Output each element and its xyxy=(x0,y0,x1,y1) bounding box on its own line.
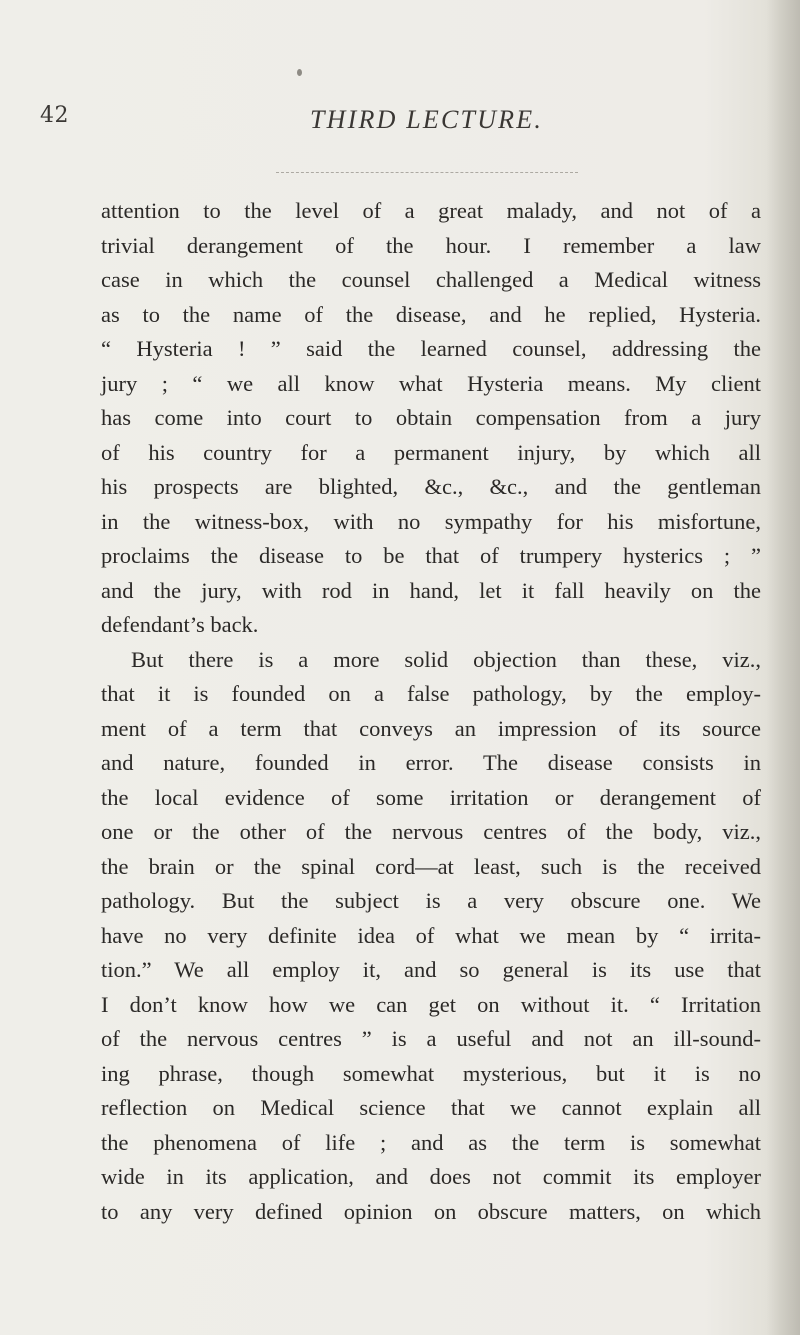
text-line: reflection on Medical science that we cannot explain all xyxy=(101,1095,761,1120)
running-head-title: THIRD LECTURE. xyxy=(310,105,544,134)
ink-speck xyxy=(297,69,302,76)
text-line: has come into court to obtain compensation from a jury xyxy=(101,405,761,430)
text-line: the brain or the spinal cord—at least, such is the received xyxy=(101,853,761,879)
text-line: and the jury, with rod in hand, let it fall heavily on the xyxy=(101,577,761,603)
page-edge-shadow xyxy=(766,0,800,1335)
text-line: the phenomena of life ; and as the term is somewhat xyxy=(101,1129,761,1155)
text-line: to any very defined opinion on obscure matters, on which xyxy=(101,1198,761,1224)
text-line: “ Hysteria ! ” said the learned counsel, addressing the xyxy=(101,336,761,361)
header-rule xyxy=(276,172,578,173)
text-line: attention to the level of a great malady, and not of a xyxy=(101,198,761,223)
body-text xyxy=(101,194,761,1229)
running-head xyxy=(0,103,800,143)
text-line: that it is founded on a false pathology, by the employ- xyxy=(101,681,761,706)
text-line: I don’t know how we can get on without it. “ Irritation xyxy=(101,991,761,1017)
text-line: of the nervous centres ” is a useful and not an ill-sound- xyxy=(101,1026,761,1051)
text-line: his prospects are blighted, &c., &c., and the gentleman xyxy=(101,474,761,499)
text-line: ment of a term that conveys an impression of its source xyxy=(101,715,761,741)
text-line: ing phrase, though somewhat mysterious, but it is no xyxy=(101,1060,761,1086)
text-line: of his country for a permanent injury, by which all xyxy=(101,439,761,465)
text-line: But there is a more solid objection than these, viz., xyxy=(131,646,761,672)
text-line: trivial derangement of the hour. I remember a law xyxy=(101,232,761,258)
text-line: case in which the counsel challenged a Medical witness xyxy=(101,267,761,292)
text-line: defendant’s back. xyxy=(101,612,259,637)
text-line: as to the name of the disease, and he replied, Hysteria. xyxy=(101,301,761,327)
text-line: and nature, founded in error. The disease consists in xyxy=(101,750,761,775)
text-line: in the witness-box, with no sympathy for his misfortune, xyxy=(101,508,761,534)
text-line: proclaims the disease to be that of trumpery hysterics ; ” xyxy=(101,543,761,568)
text-line: wide in its application, and does not commit its employer xyxy=(101,1164,761,1189)
text-line: jury ; “ we all know what Hysteria means. My client xyxy=(101,370,761,396)
page-number: 42 xyxy=(40,103,69,128)
text-line: have no very definite idea of what we mean by “ irrita- xyxy=(101,922,761,948)
text-line: pathology. But the subject is a very obscure one. We xyxy=(101,888,761,913)
text-line: the local evidence of some irritation or derangement of xyxy=(101,784,761,810)
text-line: tion.” We all employ it, and so general is its use that xyxy=(101,957,761,982)
text-line: one or the other of the nervous centres of the body, viz., xyxy=(101,819,761,844)
